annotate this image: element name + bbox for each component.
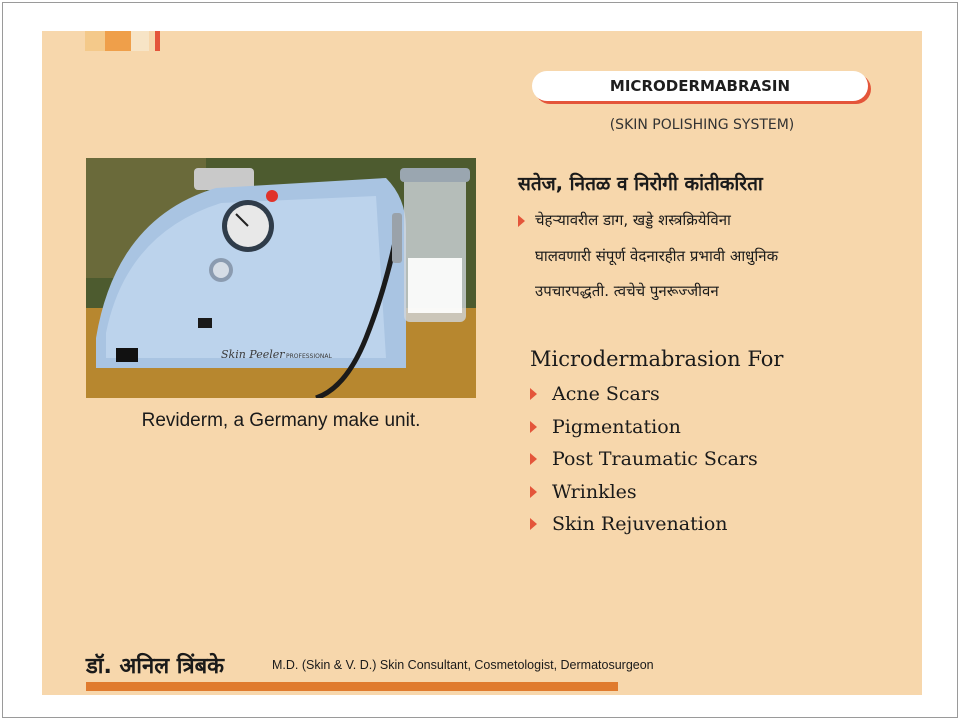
list-item-label: Acne Scars xyxy=(552,383,660,405)
stripe xyxy=(141,31,149,51)
stripe xyxy=(155,31,160,51)
page-subtitle: (SKIN POLISHING SYSTEM) xyxy=(609,117,795,133)
device-photo xyxy=(86,158,476,398)
photo-caption: Reviderm, a Germany make unit. xyxy=(141,410,421,431)
doctor-credentials: M.D. (Skin & V. D.) Skin Consultant, Cosmetologist, Dermatosurgeon xyxy=(272,658,654,672)
device-illustration xyxy=(86,158,476,398)
list-item-label: Post Traumatic Scars xyxy=(552,448,758,470)
list-item xyxy=(530,510,758,543)
stripe xyxy=(131,31,141,51)
list-item-label: Skin Rejuvenation xyxy=(552,513,728,535)
bullet-triangle-icon xyxy=(530,388,537,400)
list-item xyxy=(530,413,758,446)
list-item-label: Pigmentation xyxy=(552,415,681,438)
stripe xyxy=(105,31,131,51)
list-item xyxy=(530,478,758,511)
list-item-label: Wrinkles xyxy=(552,480,637,503)
bullet-triangle-icon xyxy=(530,453,537,465)
device-label: Skin Peeler xyxy=(221,348,285,361)
device-sublabel: PROFESSIONAL xyxy=(286,353,332,360)
page-title: MICRODERMABRASIN xyxy=(532,71,868,101)
bullet-triangle-icon xyxy=(518,215,525,227)
bullet-triangle-icon xyxy=(530,486,537,498)
footer-bar xyxy=(86,682,618,691)
bullet-triangle-icon xyxy=(530,421,537,433)
stripe xyxy=(85,31,105,51)
list-item xyxy=(530,445,758,478)
marathi-line: उपचारपद्धती. त्वचेचे पुनरूज्जीवन xyxy=(535,282,719,300)
uses-heading: Microdermabrasion For xyxy=(530,347,784,371)
uses-list xyxy=(530,380,758,543)
marathi-line: घालवणारी संपूर्ण वेदनारहीत प्रभावी आधुनिक xyxy=(535,247,779,265)
list-item xyxy=(530,380,758,413)
doctor-name: डॉ. अनिल त्रिंबके xyxy=(86,654,225,679)
marathi-heading: सतेज, नितळ व निरोगी कांतीकरिता xyxy=(518,173,763,195)
bullet-triangle-icon xyxy=(530,518,537,530)
marathi-line: चेहऱ्यावरील डाग, खड्डे शस्त्रक्रियेविना xyxy=(535,211,731,229)
